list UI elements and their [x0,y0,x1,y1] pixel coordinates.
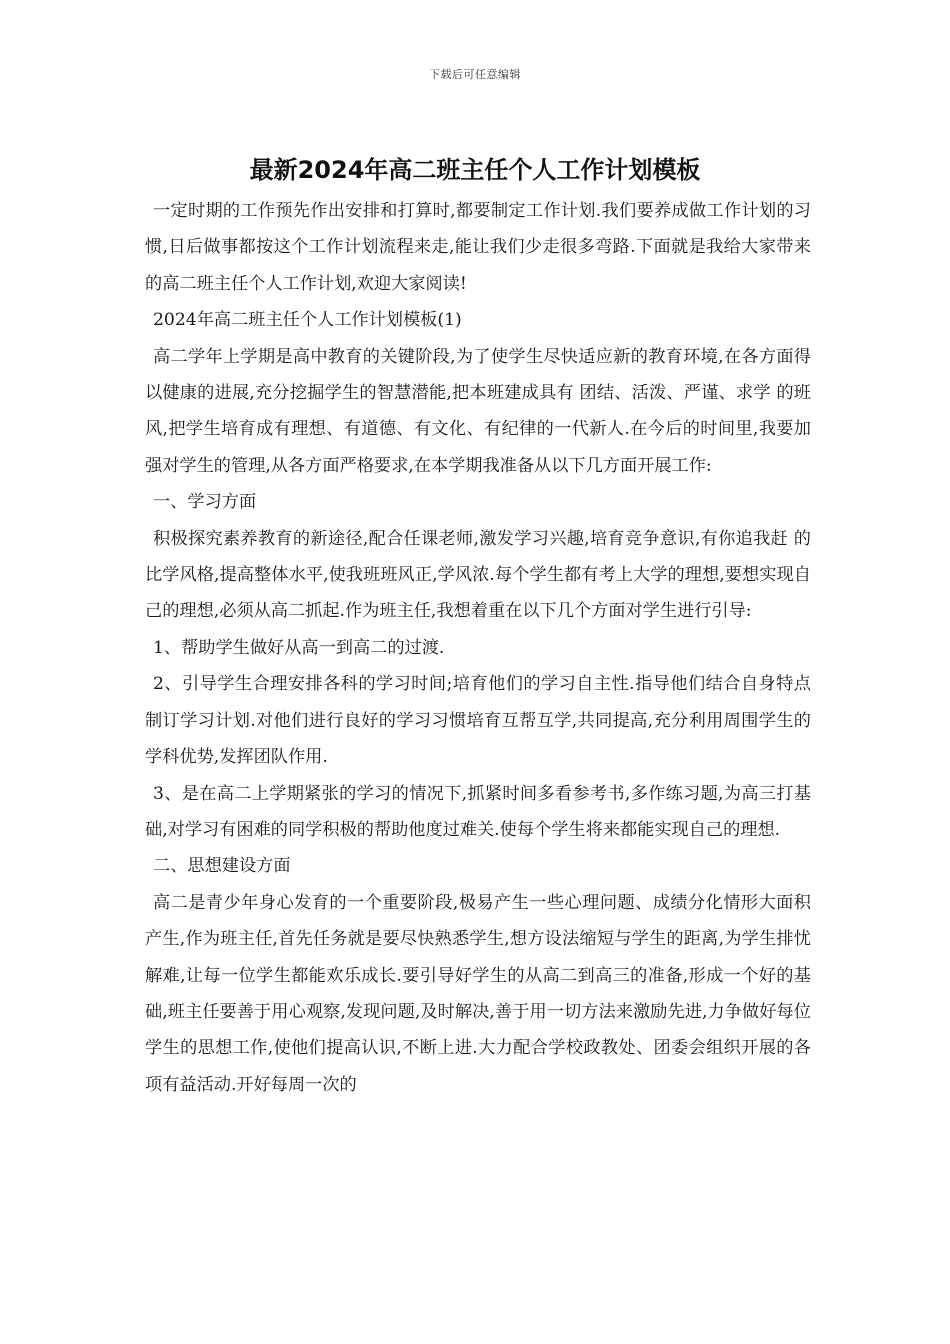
heading-ideology: 二、思想建设方面 [153,856,291,877]
document-body [145,193,811,1103]
paragraph-study: 积极探究素养教育的新途径,配合任课老师,激发学习兴趣,培育竞争意识,有你追我赶 的比学风格,提高整体水平,使我班班风正,学风浓.每个学生都有考上大学的理想,要想实现自己的理想,必须从高二抓起.作为班主任,我想着重在以下几个方面对学生进行引导: [145,528,811,622]
paragraph-ideology: 高二是青少年身心发育的一个重要阶段,极易产生一些心理问题、成绩分化情形大面积产生,作为班主任,首先任务就是要尽快熟悉学生,想方设法缩短与学生的距离,为学生排忧解难,让每一位学生都能欢乐成长.要引导好学生的从高二到高三的准备,形成一个好的基础,班主任要善于用心观察,发现问题,及时解决,善于用一切方法来激励先进,力争做好每位学生的思想工作,使他们提高认识,不断上进.大力配合学校政教处、团委会组织开展的各项有益活动.开好每周一次的 [145,892,811,1095]
heading-study: 一、学习方面 [153,492,257,513]
paragraph-intro: 一定时期的工作预先作出安排和打算时,都要制定工作计划.我们要养成做工作计划的习惯,日后做事都按这个工作计划流程来走,能让我们少走很多弯路.下面就是我给大家带来的高二班主任个人工作计划,欢迎大家阅读! [145,201,811,294]
paragraph-section-heading: 2024年高二班主任个人工作计划模板(1) [153,310,462,331]
list-item-3: 3、是在高二上学期紧张的学习的情况下,抓紧时间多看参考书,多作练习题,为高三打基础,对学习有困难的同学积极的帮助他度过难关.使每个学生将来都能实现自己的理想. [145,783,811,840]
paragraph-overview: 高二学年上学期是高中教育的关键阶段,为了使学生尽快适应新的教育环境,在各方面得以健康的进展,充分挖掘学生的智慧潜能,把本班建成具有 团结、活泼、严谨、求学 的班风,把学生培育成有理想、有道德、有文化、有纪律的一代新人.在今后的时间里,我要加强对学生的管理,从各方面严格要求,在本学期我准备从以下几方面开展工作: [145,346,811,476]
document-title: 最新2024年高二班主任个人工作计划模板 [249,156,701,184]
list-item-2: 2、引导学生合理安排各科的学习时间;培育他们的学习自主性.指导他们结合自身特点制订学习计划.对他们进行良好的学习习惯培育互帮互学,共同提高,充分利用周围学生的学科优势,发挥团队作用. [145,674,811,768]
list-item-1: 1、帮助学生做好从高一到高二的过渡. [153,637,445,658]
header-note: 下载后可任意编辑 [429,68,521,81]
